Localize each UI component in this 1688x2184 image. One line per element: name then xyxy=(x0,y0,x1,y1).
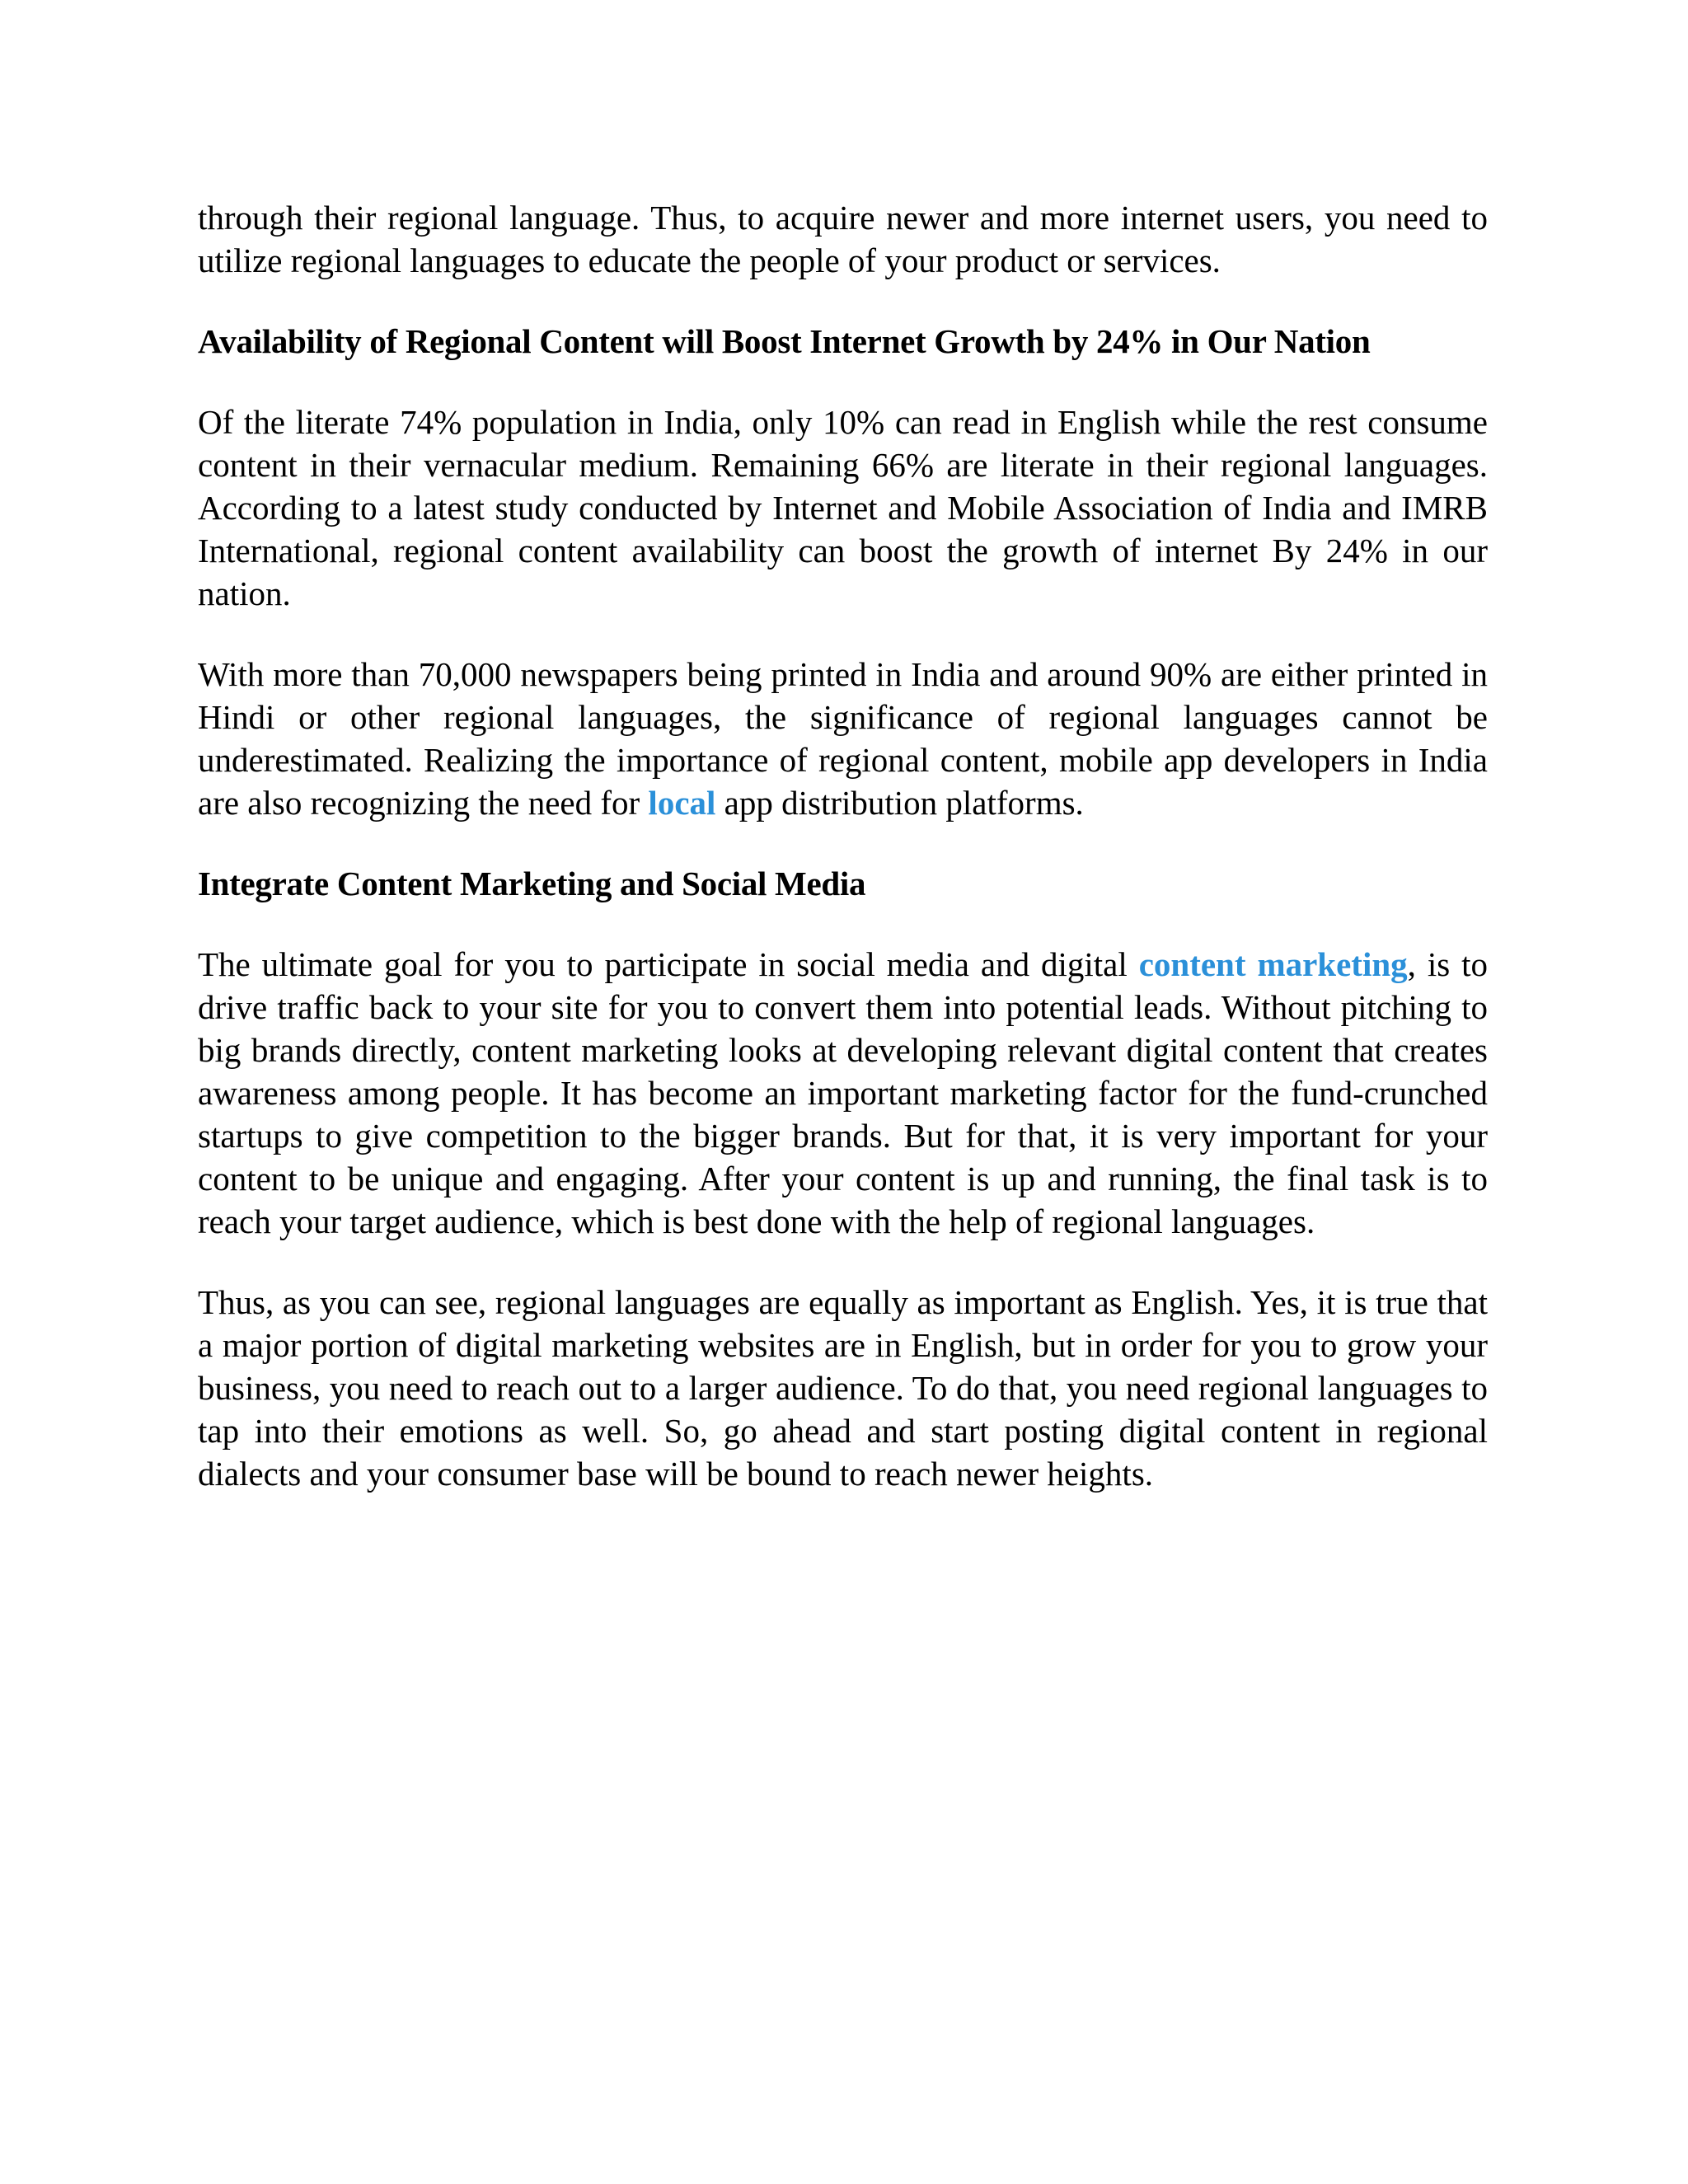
content-marketing-link[interactable]: content marketing xyxy=(1138,945,1408,983)
heading-content-marketing: Integrate Content Marketing and Social Media xyxy=(198,865,866,902)
paragraph-literacy-statistics: Of the literate 74% population in India, only 10% can read in English while the rest consume content in their vernacular medium. Remaining 66% are literate in their regional languages. According to a latest study conducted by Internet and Mobile Association of India and IMRB International, regional content availability can boost the growth of internet By 24% in our nation. xyxy=(198,403,1488,612)
paragraph-content-marketing-text-end: , is to drive traffic back to your site for you to convert them into potential leads. Without pitching to big brands directly, content marketing looks at developing relevant digital content that creates awareness among people. It has become an important marketing factor for the fund-crunched startups to give competition to the bigger brands. But for that, it is very important for your content to be unique and engaging. After your content is up and running, the final task is to reach your target audience, which is best done with the help of regional languages. xyxy=(198,945,1488,1240)
paragraph-conclusion: Thus, as you can see, regional languages are equally as important as English. Yes, it is true that a major portion of digital marketing websites are in English, but in order for you to grow your business, you need to reach out to a larger audience. To do that, you need regional languages to tap into their emotions as well. So, go ahead and start posting digital content in regional dialects and your consumer base will be bound to reach newer heights. xyxy=(198,1283,1488,1493)
heading-regional-content-growth: Availability of Regional Content will Boost Internet Growth by 24% in Our Nation xyxy=(198,322,1371,360)
paragraph-newspapers-text: With more than 70,000 newspapers being printed in India and around 90% are either printed in Hindi or other regional languages, the significance of regional languages cannot be underestimated. Realizing the importance of regional content, mobile app developers in India are also recognizing the need for xyxy=(198,655,1488,822)
paragraph-content-marketing-text: The ultimate goal for you to participate in social media and digital xyxy=(198,945,1139,983)
document-page xyxy=(198,196,1488,1533)
paragraph-newspapers xyxy=(198,653,1488,824)
paragraph-newspapers-text-end: app distribution platforms. xyxy=(715,784,1084,822)
paragraph-regional-language-intro: through their regional language. Thus, to acquire newer and more internet users, you need to utilize regional languages to educate the people of your product or services. xyxy=(198,199,1488,279)
paragraph-content-marketing xyxy=(198,943,1488,1243)
local-link[interactable]: local xyxy=(648,784,716,822)
